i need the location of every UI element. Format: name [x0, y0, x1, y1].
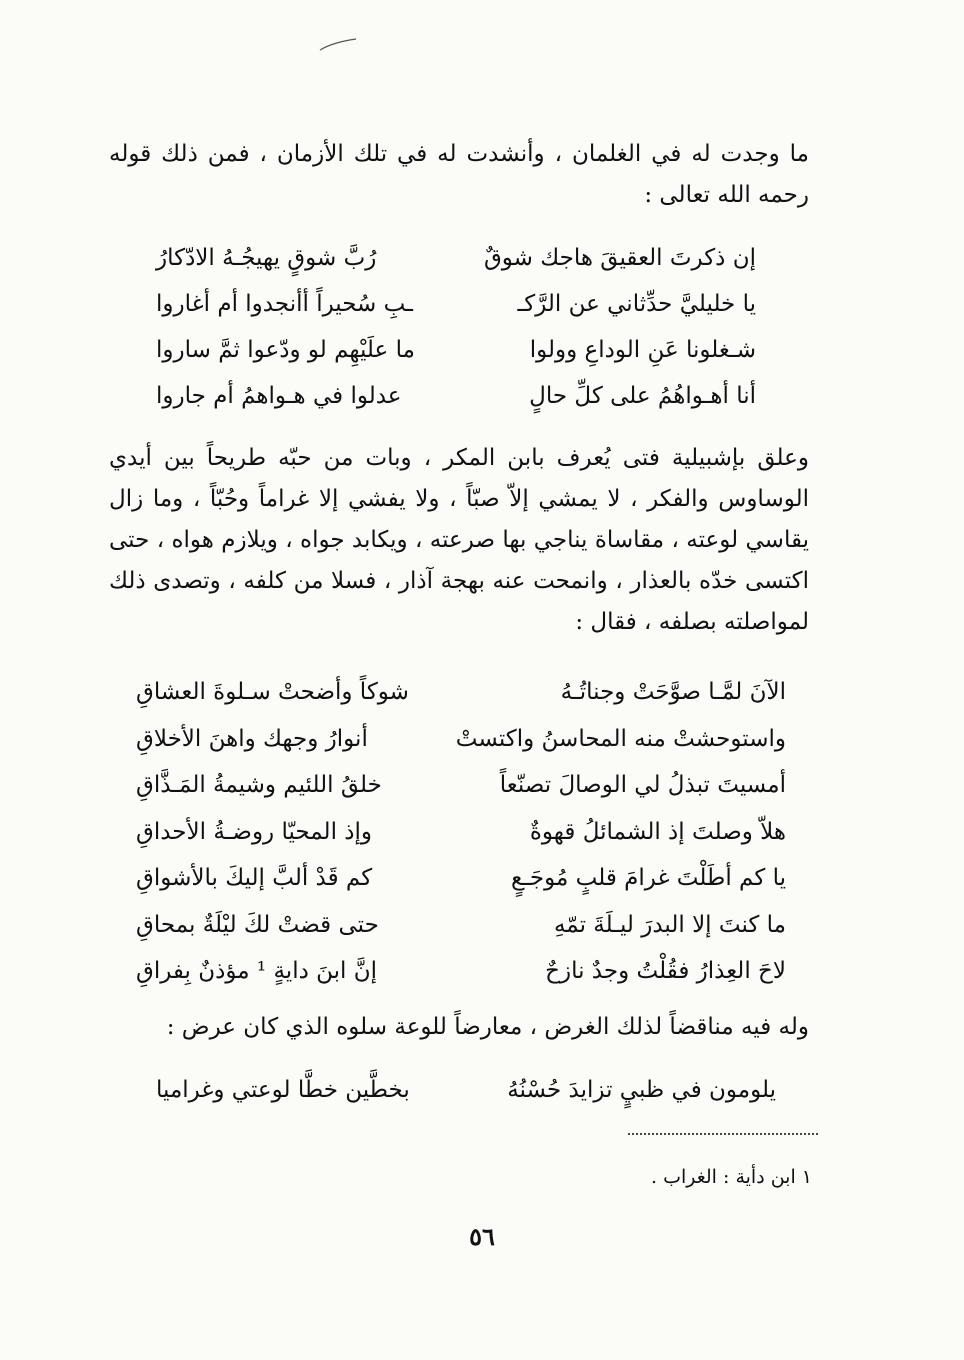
second-hemistich: خلقُ اللئيم وشيمةُ المَـذَّاقِ: [136, 772, 382, 798]
poem-1: [156, 236, 756, 420]
footnote-divider: [628, 1133, 818, 1135]
page-number: ٥٦: [469, 1222, 495, 1251]
first-hemistich: إن ذكرتَ العقيقَ هاجك شوقٌ: [483, 245, 756, 271]
second-hemistich: رُبَّ شوقٍ يهيجُـهُ الادّكارُ: [156, 245, 377, 271]
second-hemistich: كم قَدْ ألبَّ إليكَ بالأشواقِ: [136, 865, 373, 891]
verse-line: [156, 282, 756, 328]
first-hemistich: يا كم أطَلْتَ غرامَ قلبٍ مُوجَـعٍ: [510, 865, 786, 891]
second-hemistich: ما علَيْهِم لو ودّعوا ثمَّ ساروا: [156, 337, 415, 363]
first-hemistich: شـغلونا عَنِ الوداعِ وولوا: [529, 337, 756, 363]
verse-line: [136, 949, 786, 996]
verse-line: [136, 717, 786, 764]
second-hemistich: وإذ المحيّا روضـةُ الأحداقِ: [136, 818, 373, 845]
pen-stroke-mark: [318, 38, 358, 52]
verse-line: [156, 236, 756, 282]
poem-3: [156, 1068, 776, 1114]
poem-2: [136, 670, 786, 996]
verse-line: [136, 903, 786, 950]
verse-line: [156, 1068, 776, 1114]
second-hemistich: شوكاً وأضحتْ سـلوةَ العشاقِ: [136, 679, 409, 705]
first-hemistich: واستوحشتْ منه المحاسنُ واكتستْ: [455, 725, 786, 752]
second-hemistich: عدلوا في هـواهمُ أم جاروا: [156, 383, 402, 409]
verse-line: [136, 763, 786, 810]
first-hemistich: هلاّ وصلتَ إذ الشمائلُ قهوةٌ: [529, 818, 786, 845]
closing-paragraph: وله فيه مناقضاً لذلك الغرض ، معارضاً للوعة سلوه الذي كان عرض :: [166, 1014, 809, 1040]
second-hemistich: بخطَّين خطَّا لوعتي وغراميا: [156, 1077, 410, 1103]
first-hemistich: أنا أهـواهُمُ على كلِّ حالٍ: [529, 383, 756, 409]
verse-line: [156, 374, 756, 420]
second-hemistich: إنَّ ابنَ دايةٍ ¹ مؤذنٌ بِفراقِ: [136, 958, 378, 984]
first-hemistich: ما كنتَ إلا البدرَ ليـلَةَ تمّهِ: [553, 911, 786, 938]
second-hemistich: أنوارُ وجهك واهنَ الأخلاقِ: [136, 725, 368, 752]
first-hemistich: الآنَ لمَّـا صوَّحَتْ وجناتُـهُ: [560, 679, 786, 705]
intro-paragraph: ما وجدت له في الغلمان ، وأنشدت له في تلك الأزمان ، فمن ذلك قوله رحمه الله تعالى :: [109, 141, 809, 208]
second-hemistich: ـبِ سُحيراً أأنجدوا أم أغاروا: [156, 291, 413, 317]
verse-line: [136, 856, 786, 903]
verse-line: [156, 328, 756, 374]
story-paragraph: وعلق بإشبيلية فتى يُعرف بابن المكر ، وبات من حبّه طريحاً بين أيدي الوساوس والفكر ، لا يمشي إلاّ صبّاً ، ولا يفشي إلا غراماً وحُبّاً ، وما زال يقاسي لوعته ، مقاساة يناجي بها صرعته ، ويكابد جواه ، ويلازم هواه ، حتى اكتسى خدّه بالعذار ، وانمحت عنه بهجة آذار ، فسلا من كلفه ، وتصدى ذلك لمواصلته بصلفه ، فقال :: [109, 445, 809, 635]
first-hemistich: لاحَ العِذارُ فقُلْتُ وجدٌ نازحٌ: [545, 958, 786, 984]
first-hemistich: يا خليليَّ حدِّثاني عن الرَّكـ: [517, 291, 756, 317]
verse-line: [136, 670, 786, 717]
first-hemistich: أمسيتَ تبذلُ لي الوصالَ تصنّعاً: [499, 772, 786, 798]
verse-line: [136, 810, 786, 857]
footnote: ١ ابن دأية : الغراب .: [651, 1166, 812, 1188]
second-hemistich: حتى قضتْ لكَ ليْلَةٌ بمحاقِ: [136, 911, 379, 938]
first-hemistich: يلومون في ظبيٍ تزايدَ حُسْنُهُ: [507, 1077, 776, 1103]
